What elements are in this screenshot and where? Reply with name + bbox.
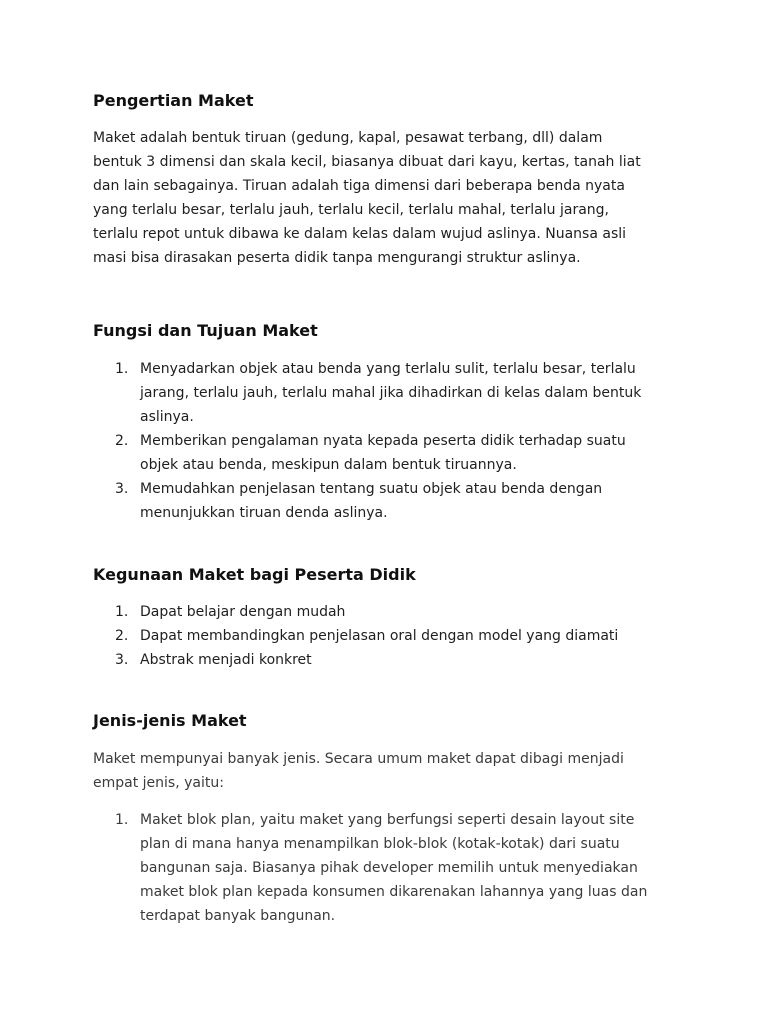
paragraph-pengertian-maket [93, 126, 673, 270]
text-line: Memudahkan penjelasan tentang suatu objek atau benda dengan [140, 481, 603, 497]
text-line: Maket blok plan, yaitu maket yang berfungsi seperti desain layout site [140, 812, 635, 828]
text-line: Maket mempunyai banyak jenis. Secara umum maket dapat dibagi menjadi [93, 751, 624, 767]
text-line: Dapat belajar dengan mudah [140, 604, 346, 620]
text-line: dan lain sebagainya. Tiruan adalah tiga dimensi dari beberapa benda nyata [93, 178, 625, 194]
list-number: 3. [115, 481, 129, 497]
paragraph-jenis-jenis [93, 747, 673, 795]
heading-kegunaan-maket: Kegunaan Maket bagi Peserta Didik [93, 565, 416, 584]
text-line: Abstrak menjadi konkret [140, 652, 312, 668]
text-line: plan di mana hanya menampilkan blok-blok (kotak-kotak) dari suatu [140, 836, 620, 852]
text-line: Dapat membandingkan penjelasan oral dengan model yang diamati [140, 628, 619, 644]
list-number: 1. [115, 361, 129, 377]
list-number: 2. [115, 433, 129, 449]
text-line: jarang, terlalu jauh, terlalu mahal jika dihadirkan di kelas dalam bentuk [140, 385, 642, 401]
list-item [93, 357, 693, 429]
text-line: bentuk 3 dimensi dan skala kecil, biasanya dibuat dari kayu, kertas, tanah liat [93, 154, 641, 170]
list-number: 3. [115, 652, 129, 668]
list-number: 1. [115, 604, 129, 620]
text-line: yang terlalu besar, terlalu jauh, terlalu kecil, terlalu mahal, terlalu jarang, [93, 202, 609, 218]
list-number: 1. [115, 812, 129, 828]
list-jenis-jenis [93, 808, 693, 928]
list-item [93, 648, 693, 672]
list-item [93, 624, 693, 648]
heading-jenis-jenis-maket: Jenis-jenis Maket [93, 711, 247, 730]
text-line: menunjukkan tiruan denda aslinya. [140, 505, 388, 521]
text-line: Maket adalah bentuk tiruan (gedung, kapal, pesawat terbang, dll) dalam [93, 130, 603, 146]
text-line: empat jenis, yaitu: [93, 775, 224, 791]
text-line: masi bisa dirasakan peserta didik tanpa mengurangi struktur aslinya. [93, 250, 581, 266]
text-line: Menyadarkan objek atau benda yang terlalu sulit, terlalu besar, terlalu [140, 361, 636, 377]
text-line: bangunan saja. Biasanya pihak developer memilih untuk menyediakan [140, 860, 638, 876]
list-fungsi-tujuan [93, 357, 693, 525]
text-line: terlalu repot untuk dibawa ke dalam kelas dalam wujud aslinya. Nuansa asli [93, 226, 627, 242]
heading-pengertian-maket: Pengertian Maket [93, 91, 254, 110]
list-item [93, 477, 693, 525]
text-line: maket blok plan kepada konsumen dikarenakan lahannya yang luas dan [140, 884, 648, 900]
heading-fungsi-tujuan-maket: Fungsi dan Tujuan Maket [93, 321, 318, 340]
text-line: terdapat banyak bangunan. [140, 908, 336, 924]
list-item [93, 429, 693, 477]
list-number: 2. [115, 628, 129, 644]
text-line: aslinya. [140, 409, 194, 425]
list-kegunaan [93, 600, 693, 672]
text-line: objek atau benda, meskipun dalam bentuk tiruannya. [140, 457, 517, 473]
list-item [93, 808, 693, 928]
list-item [93, 600, 693, 624]
text-line: Memberikan pengalaman nyata kepada peserta didik terhadap suatu [140, 433, 626, 449]
